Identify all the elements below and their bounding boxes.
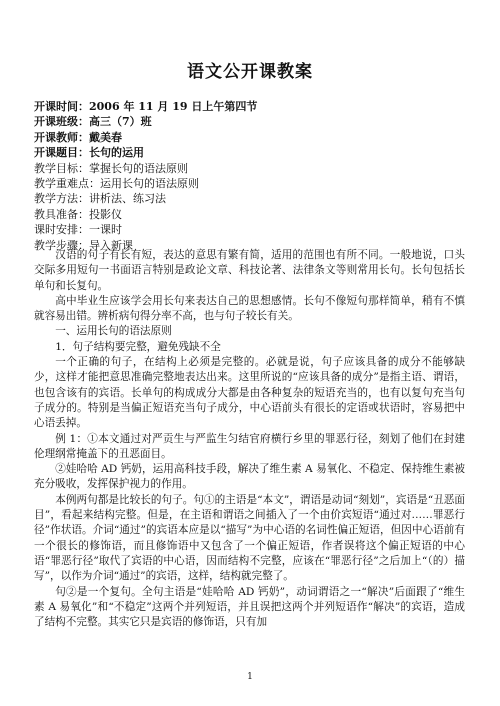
info-time: 开课时间：2006 年 11 月 19 日上午第四节 <box>34 100 258 113</box>
paragraph: 一个正确的句子，在结构上必须是完整的。必就是说，句子应该具备的成分不能够缺少，这样才能把意思准确完整地表达出来。这里所说的“应该具备的成分”是指主语、谓语，也包含该有的宾语。长单句的构成成分大都是由各种复杂的短语充当的，也有以复句充当句子成分的。特别是当偏正短语充当句子成分，中心语前头有很长的定语或状语时，容易把中心语丢掉。 <box>34 356 465 430</box>
paragraph: 汉语的句子有长有短，表达的意思有繁有简，适用的范围也有所不同。一般地说，口头交际多用短句一书面语言特别是政论文章、科技论著、法律条文等则常用长句。长句包括长单句和长复句。 <box>34 249 465 292</box>
info-goal: 教学目标：掌握长句的语法原则 <box>34 161 188 175</box>
info-key-points: 教学重难点：运用长句的语法原则 <box>34 176 199 190</box>
info-method: 教学方法：讲析法、练习法 <box>34 192 166 206</box>
subsection-heading: 1．句子结构要完整，避免残缺不全 <box>55 340 221 353</box>
lesson-info <box>34 99 474 253</box>
info-tools: 教具准备：投影仪 <box>34 207 122 221</box>
info-topic: 开课题目：长句的运用 <box>34 146 144 160</box>
document-title: 语文公开课教案 <box>187 62 313 82</box>
info-steps: 教学步骤：导入新课 <box>34 238 133 252</box>
section-heading: 一、运用长句的语法原则 <box>55 325 172 338</box>
info-schedule: 课时安排：一课时 <box>34 223 122 237</box>
paragraph: 句②是一个复句。全句主语是“娃哈哈 AD 钙奶”，动词谓语之一“解决”后面跟了“维生素 A 易氧化”和“不稳定”这两个并列短语，并且误把这两个并列短语作“解决”的宾语，造成了结构不完整。其实它只是宾语的修饰语，只有加 <box>34 585 465 629</box>
paragraph: 高中毕业生应该学会用长句来表达自己的思想感情。长句不像短句那样简单，稍有不慎就容易出错。辨析病句得分率不高，也与句子较长有关。 <box>34 294 465 323</box>
document-body <box>34 248 465 630</box>
example-paragraph: ②娃哈哈 AD 钙奶，运用高科技手段，解决了维生素 A 易氧化、不稳定、保持维生素被充分吸收，发挥保护视力的作用。 <box>34 463 465 491</box>
paragraph: 本例两句都是比较长的句子。句①的主语是“本文”，谓语是动词“刻划”，宾语是“丑恶面目”，看起来结构完整。但是，在主语和谓语之间插入了一个由价宾短语“通过对……罪恶行径”作状语。介词“通过”的宾语本应是以“描写”为中心语的名词性偏正短语，但因中心语前有一个很长的修饰语，而且修饰语中又包含了一个偏正短语，作者误将这个偏正短语的中心语“罪恶行径”取代了宾语的中心语，因而结构不完整，应该在“罪恶行径”之后加上“（的）描写”，以作为介词“通过”的宾语，这样，结构就完整了。 <box>34 493 465 583</box>
page-number: 1 <box>247 672 253 682</box>
info-teacher: 开课教师：戴美春 <box>34 130 122 144</box>
example-paragraph: 例 1：①本文通过对严贡生与严监生匀结官府横行乡里的罪恶行径，刻划了他们在封建伦理纲常掩盖下的丑恶面目。 <box>34 432 465 460</box>
info-class: 开课班级：高三（7）班 <box>34 115 152 129</box>
